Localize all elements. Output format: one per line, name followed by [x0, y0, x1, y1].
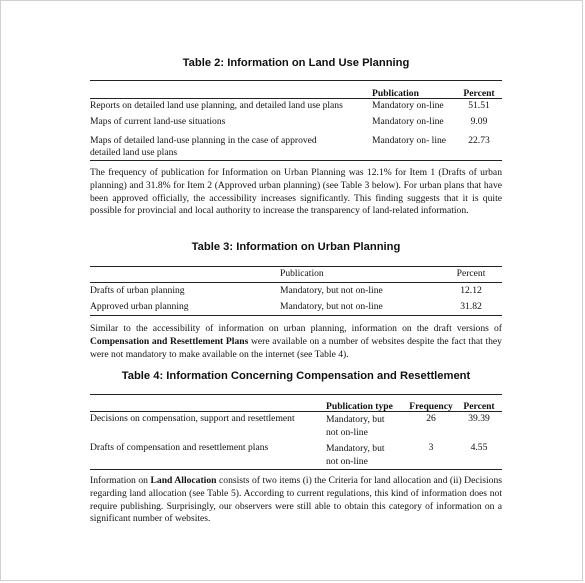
- table2-header-publication: Publication: [372, 88, 419, 99]
- table3-body: [90, 285, 502, 317]
- table3-row1-publication: Mandatory, but not on-line: [280, 285, 383, 296]
- paragraph-compensation-before: Similar to the accessibility of information on urban planning, information on the draft versions of: [90, 323, 502, 334]
- table4-row2-publication-line1: Mandatory, but: [326, 443, 385, 454]
- table4-row1-frequency: 26: [426, 413, 436, 424]
- table3-header-percent: Percent: [456, 268, 486, 279]
- paragraph-urban-planning: The frequency of publication for Information on Urban Planning was 12.1% for Item 1 (Drafts of urban planning) and 31.8% for Item 2 (Approved urban planning) (see Table 3 below). For urban plans that have been approved officially, the accessibility increases significantly. This finding suggests that it is quite possible for provincial and local authority to increase the transparency of land-related information.: [90, 167, 502, 217]
- table-row: [90, 135, 502, 159]
- table3-top-rule: [90, 266, 502, 267]
- table4-title: Table 4: Information Concerning Compensation and Resettlement: [121, 370, 471, 382]
- table-row: [90, 413, 502, 442]
- table3-header-publication: Publication: [280, 268, 324, 279]
- table3-bottom-rule: [90, 315, 502, 316]
- table4-top-rule: [90, 394, 502, 395]
- table4-header-percent: Percent: [463, 401, 495, 412]
- table2-top-rule: [90, 80, 502, 81]
- table2-header-row: [90, 83, 502, 99]
- table2-header-rule: [90, 98, 502, 99]
- table4-row2-publication-line2: not on-line: [326, 456, 368, 467]
- table4-row2-percent: 4.55: [470, 442, 488, 453]
- table3-title: Table 3: Information on Urban Planning: [191, 241, 401, 253]
- table4-row1-publication: [326, 413, 406, 442]
- table4-body: [90, 413, 502, 470]
- paragraph-compensation-bold: Compensation and Resettlement Plans: [90, 335, 249, 347]
- table3-row2-percent: 31.82: [460, 301, 482, 312]
- table2-row3-item-line1: Maps of detailed land-use planning in the case of approved: [90, 135, 317, 146]
- table3-header-item: [90, 268, 280, 283]
- table4-row2-publication: [326, 442, 406, 470]
- table2-row3-percent: 22.73: [468, 135, 490, 146]
- table4-header-item: [90, 396, 326, 412]
- table2-row1-item: Reports on detailed land use planning, and detailed land use plans: [90, 100, 343, 111]
- table3-row1-percent: 12.12: [460, 285, 482, 296]
- table2-header-percent: Percent: [463, 88, 495, 99]
- table-row: [90, 100, 502, 116]
- table2-row2-publication: Mandatory on-line: [372, 116, 444, 127]
- table2-row3-publication: Mandatory on- line: [372, 135, 447, 146]
- table4-row1-publication-line1: Mandatory, but: [326, 414, 385, 425]
- table2-row2-percent: 9.09: [470, 116, 488, 127]
- table-row: [90, 442, 502, 470]
- table2-row3-item: [90, 135, 372, 159]
- table2-row1-percent: 51.51: [468, 100, 490, 111]
- table3-row2-publication: Mandatory, but not on-line: [280, 301, 383, 312]
- paragraph-compensation-after: were available on a number of websites despite the fact that they were not mandatory to make available on the internet (see Table 4).: [90, 335, 502, 360]
- table4: [90, 396, 502, 412]
- table3-header-rule: [90, 282, 502, 283]
- table2-row3-item-line2: detailed land use plans: [90, 147, 178, 158]
- paragraph-land-allocation-bold: Land Allocation: [150, 475, 217, 486]
- table4-row2-frequency: 3: [428, 442, 434, 453]
- table4-header-frequency: Frequency: [409, 401, 453, 412]
- table2: [90, 83, 502, 99]
- paragraph-land-allocation-before: Information on: [90, 475, 151, 486]
- table-row: [90, 116, 502, 135]
- table2-header-item: [90, 83, 372, 99]
- table4-header-publication-type: Publication type: [326, 401, 393, 412]
- table4-row1-item: Decisions on compensation, support and resettlement: [90, 413, 295, 424]
- table2-row2-item: Maps of current land-use situations: [90, 116, 226, 127]
- table2-body: [90, 100, 502, 159]
- table4-row1-percent: 39.39: [468, 413, 490, 424]
- table3-header-row: [90, 268, 502, 283]
- paragraph-land-allocation-after: consists of two items (i) the Criteria for land allocation and (ii) Decisions regarding land allocation (see Table 5). According to current regulations, this kind of information does not require publishing. Surprisingly, our observers were still able to obtain this category of information on a significant number of websites.: [90, 475, 503, 525]
- table4-row1-publication-line2: not on-line: [326, 427, 368, 438]
- paragraph-compensation: [90, 323, 502, 361]
- table4-header-row: [90, 396, 502, 412]
- table4-header-rule: [90, 411, 502, 412]
- table-row: [90, 285, 502, 301]
- table2-bottom-rule: [90, 160, 502, 161]
- table3-row2-item: Approved urban planning: [90, 301, 189, 312]
- table3: [90, 268, 502, 283]
- table4-row2-item: Drafts of compensation and resettlement plans: [90, 442, 269, 453]
- table2-row1-publication: Mandatory on-line: [372, 100, 444, 111]
- table3-row1-item: Drafts of urban planning: [90, 285, 185, 296]
- paragraph-land-allocation: [90, 475, 502, 526]
- table2-title: Table 2: Information on Land Use Planning: [182, 57, 410, 69]
- table4-bottom-rule: [90, 469, 502, 470]
